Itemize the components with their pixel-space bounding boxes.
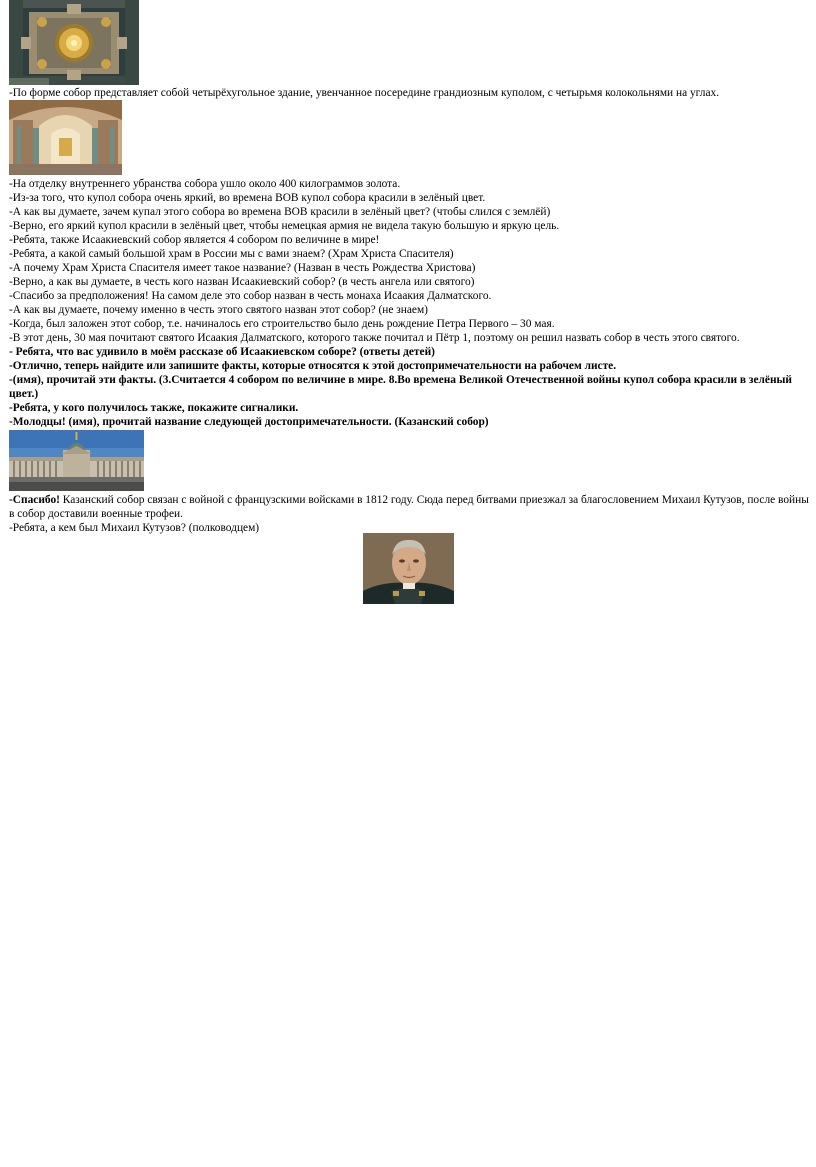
- text-line-bold: -Молодцы! (имя), прочитай название следующей достопримечательности. (Казанский собор): [9, 416, 489, 428]
- text-line: -А как вы думаете, почему именно в честь этого святого назван этот собор? (не знаем): [9, 304, 428, 316]
- text-line: -Когда, был заложен этот собор, т.е. начиналось его строительство было день рождение Петра Первого – 30 мая.: [9, 318, 555, 330]
- text-line: -Ребята, а кем был Михаил Кутузов? (полководцем): [9, 522, 260, 534]
- text-bold-part: -Спасибо!: [9, 494, 60, 506]
- text-line: -Ребята, а какой самый большой храм в России мы с вами знаем? (Храм Христа Спасителя): [9, 248, 454, 260]
- isaac-cathedral-aerial-photo: [9, 0, 139, 85]
- text-line: -На отделку внутреннего убранства собора ушло около 400 килограммов золота.: [9, 178, 401, 190]
- text-line-bold: - Ребята, что вас удивило в моём рассказе об Исаакиевском соборе? (ответы детей): [9, 346, 435, 358]
- text-line-bold: -Ребята, у кого получилось также, покажите сигналики.: [9, 402, 299, 414]
- text-line: -Верно, а как вы думаете, в честь кого назван Исаакиевский собор? (в честь ангела или святого): [9, 276, 475, 288]
- kutuzov-portrait: [363, 533, 454, 604]
- kazan-cathedral-photo: [9, 430, 144, 491]
- text-rest: Казанский собор связан с войной с французскими войсками в 1812 году. Сюда перед битвами приезжал за благословением Михаил Кутузов, после войны в собор доставили военные трофеи.: [9, 494, 809, 520]
- text-line-bold: -Отлично, теперь найдите или запишите факты, которые относятся к этой достопримечательности на рабочем листе.: [9, 360, 617, 372]
- text-line: -А как вы думаете, зачем купал этого собора во времена ВОВ красили в зелёный цвет? (чтобы слился с землёй): [9, 206, 551, 218]
- text-line: -По форме собор представляет собой четырёхугольное здание, увенчанное посередине грандиозным куполом, с четырьмя колокольнями на углах.: [9, 87, 720, 99]
- text-line: -Верно, его яркий купол красили в зелёный цвет, чтобы немецкая армия не видела такую большую и яркую цель.: [9, 220, 560, 232]
- text-line-bold: -(имя), прочитай эти факты. (3.Считается 4 собором по величине в мире. 8.Во времена Великой Отечественной войны купол собора красили в зелёный цвет.): [9, 374, 792, 400]
- isaac-cathedral-interior-photo: [9, 100, 122, 175]
- text-line: -Из-за того, что купол собора очень яркий, во времена ВОВ купол собора красили в зелёный цвет.: [9, 192, 486, 204]
- text-line: -Спасибо за предположения! На самом деле это собор назван в честь монаха Исаакия Далматского.: [9, 290, 492, 302]
- text-line: -А почему Храм Христа Спасителя имеет такое название? (Назван в честь Рождества Христова): [9, 262, 476, 274]
- text-line: [9, 493, 809, 521]
- text-line: -В этот день, 30 мая почитают святого Исаакия Далматского, которого также почитал и Пётр 1, поэтому он решил назвать собор в честь этого святого.: [9, 332, 740, 344]
- text-line: -Ребята, также Исаакиевский собор является 4 собором по величине в мире!: [9, 234, 380, 246]
